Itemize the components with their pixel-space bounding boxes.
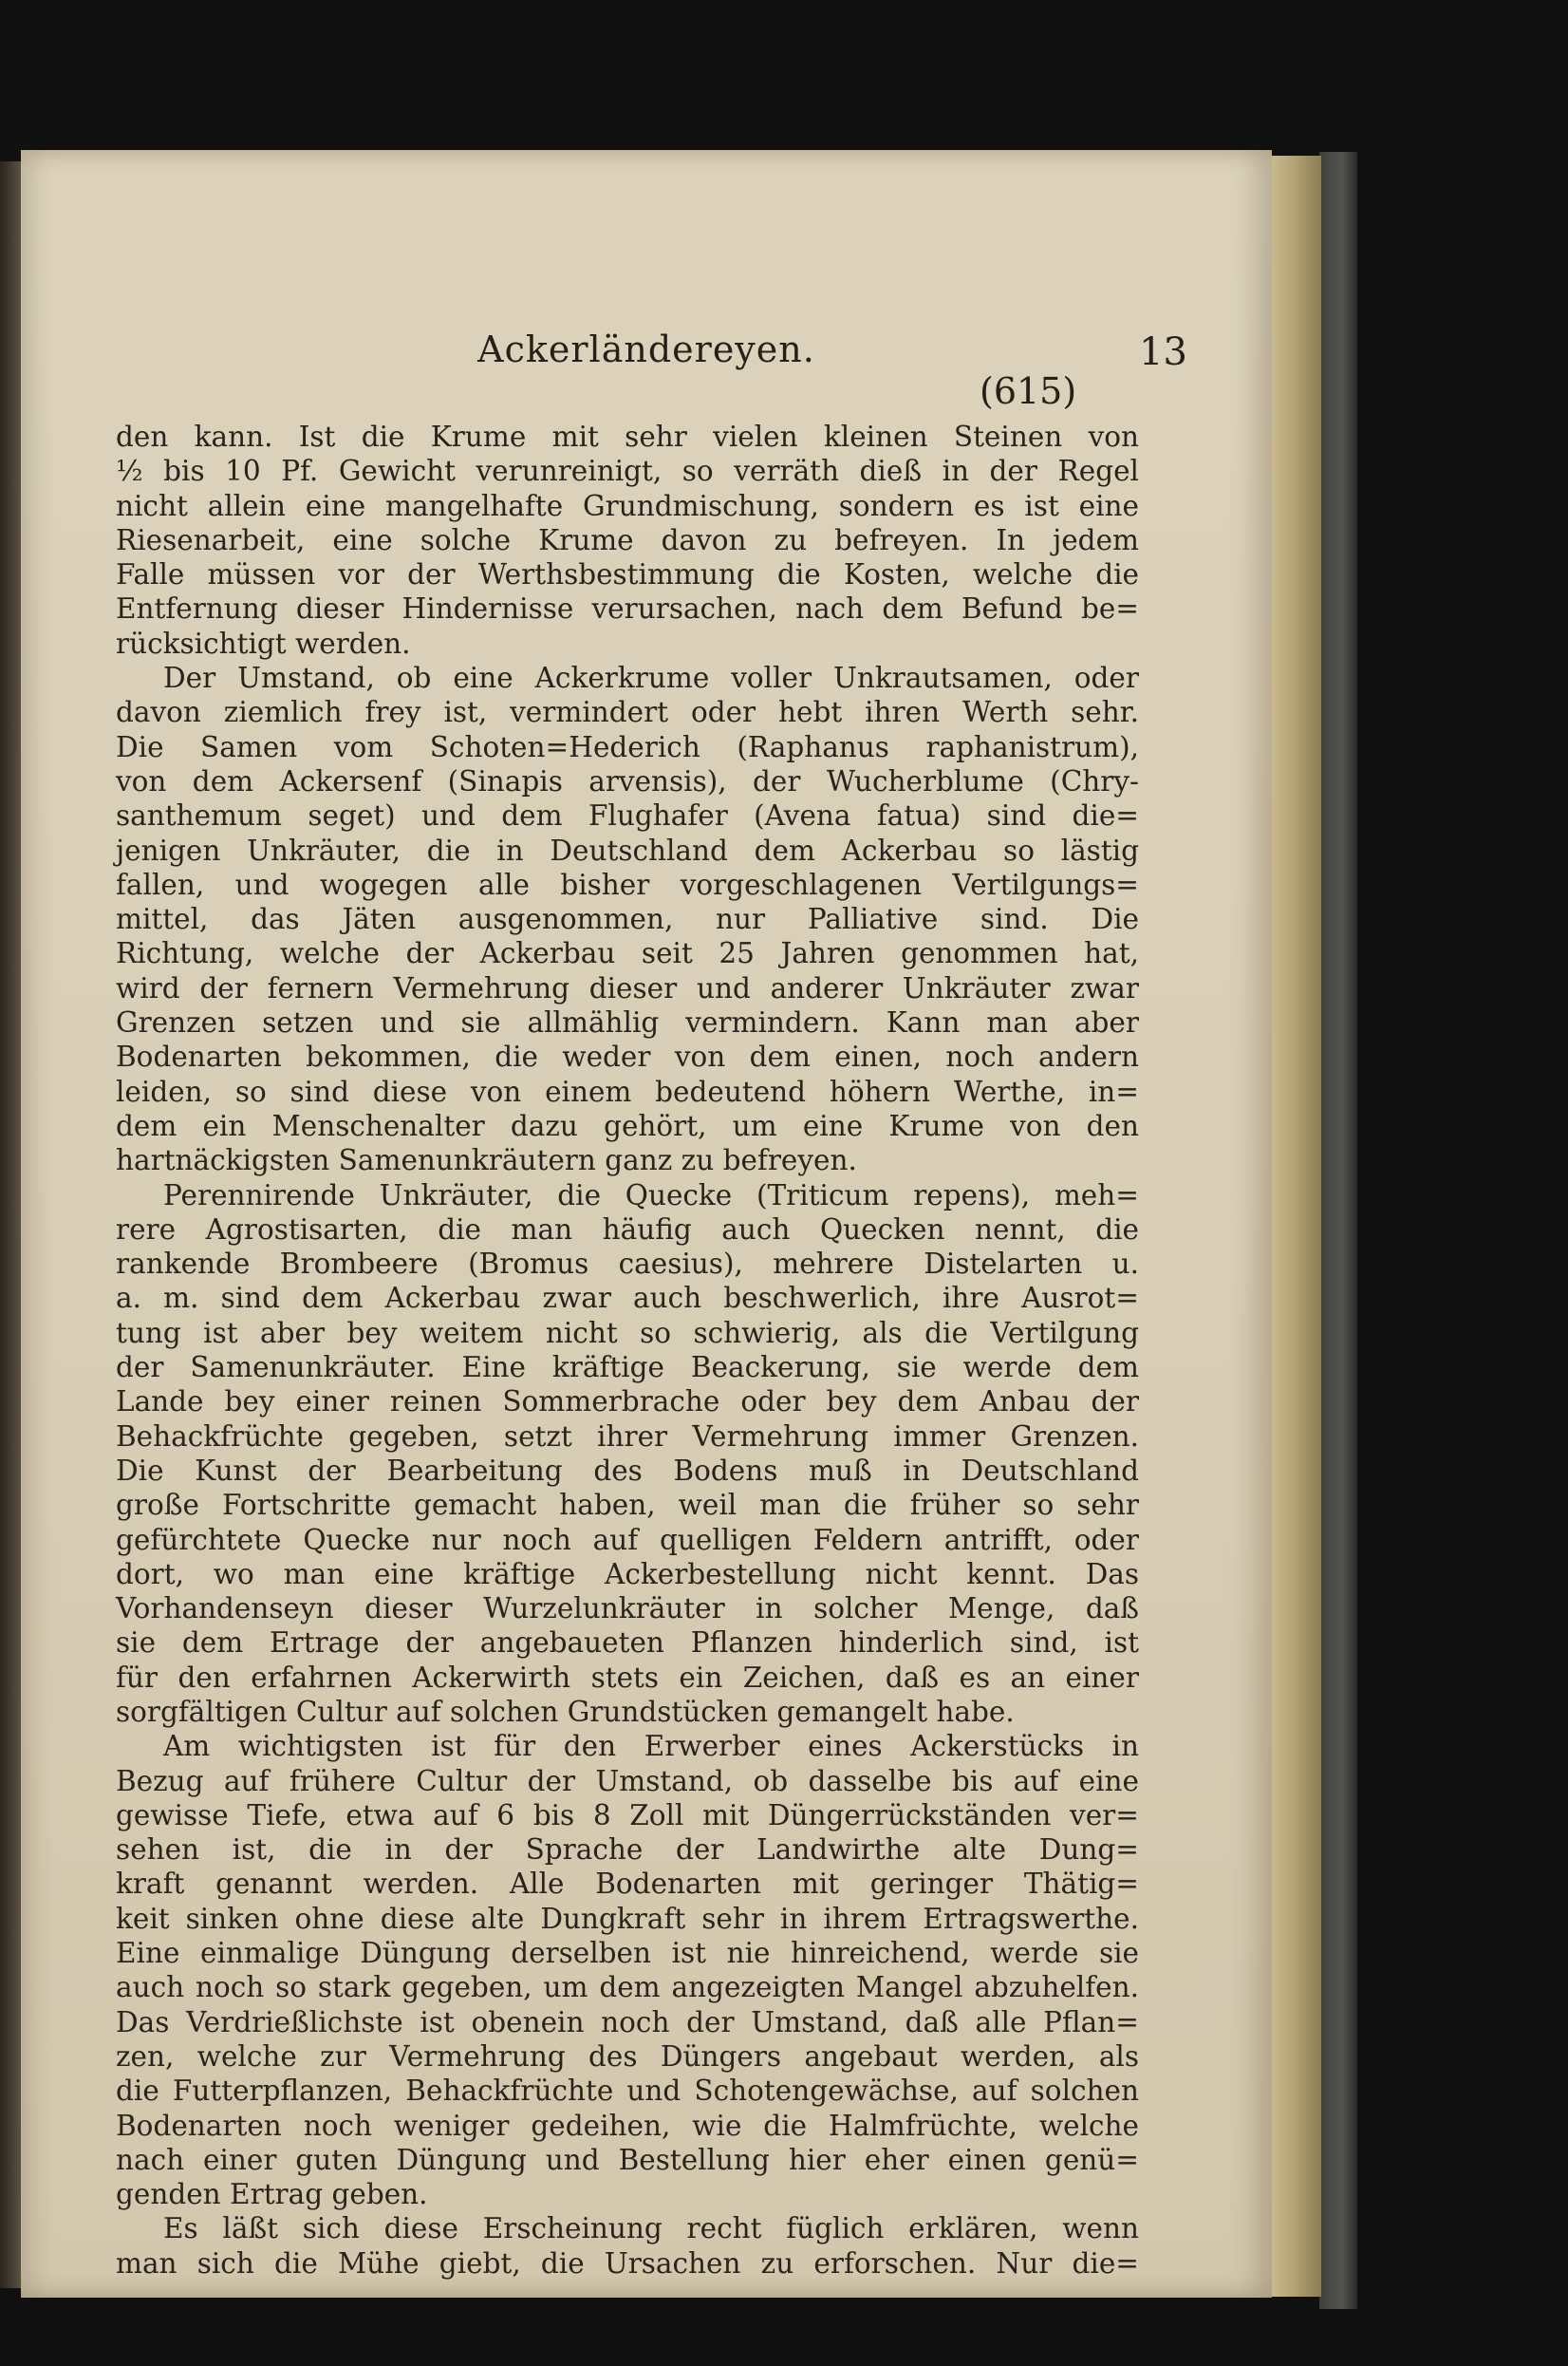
text-line: ½ bis 10 Pf. Gewicht verunreinigt, so verräth dieß in der Regel xyxy=(116,455,1139,488)
text-line: rankende Brombeere (Bromus caesius), mehrere Distelarten u. xyxy=(116,1248,1139,1281)
text-line: große Fortschritte gemacht haben, weil man die früher so sehr xyxy=(116,1489,1139,1522)
page-number: 13 xyxy=(1139,330,1187,374)
text-line: sorgfältigen Cultur auf solchen Grundstücken gemangelt habe. xyxy=(116,1695,1015,1728)
text-line: fallen, und wogegen alle bisher vorgeschlagenen Vertilgungs= xyxy=(116,868,1139,901)
text-line: Am wichtigsten ist für den Erwerber eines Ackerstücks in xyxy=(163,1730,1139,1763)
text-line: davon ziemlich frey ist, vermindert oder hebt ihren Werth sehr. xyxy=(116,696,1139,729)
text-line: auch noch so stark gegeben, um dem angezeigten Mangel abzuhelfen. xyxy=(116,1971,1139,2004)
text-line: rücksichtigt werden. xyxy=(116,627,411,660)
text-line: Richtung, welche der Ackerbau seit 25 Jahren genommen hat, xyxy=(116,937,1139,970)
book-page xyxy=(21,150,1272,2298)
text-line: die Futterpflanzen, Behackfrüchte und Schotengewächse, auf solchen xyxy=(116,2075,1139,2108)
text-line: santhemum seget) und dem Flughafer (Avena fatua) sind die= xyxy=(116,799,1139,833)
text-line: Das Verdrießlichste ist obenein noch der Umstand, daß alle Pflan= xyxy=(116,2005,1139,2038)
text-line: gefürchtete Quecke nur noch auf quelligen Feldern antrifft, oder xyxy=(116,1523,1139,1556)
text-line: jenigen Unkräuter, die in Deutschland dem Ackerbau so lästig xyxy=(116,834,1139,867)
text-line: sehen ist, die in der Sprache der Landwirthe alte Dung= xyxy=(116,1833,1139,1867)
text-line: man sich die Mühe giebt, die Ursachen zu erforschen. Nur die= xyxy=(116,2246,1139,2280)
text-line: keit sinken ohne diese alte Dungkraft sehr in ihrem Ertragswerthe. xyxy=(116,1902,1139,1935)
text-line: Behackfrüchte gegeben, setzt ihrer Vermehrung immer Grenzen. xyxy=(116,1419,1139,1453)
text-line: zen, welche zur Vermehrung des Düngers angebaut werden, als xyxy=(116,2039,1139,2073)
text-line: von dem Ackersenf (Sinapis arvensis), der Wucherblume (Chry- xyxy=(116,764,1139,798)
text-line: rere Agrostisarten, die man häufig auch Quecken nennt, die xyxy=(116,1212,1139,1246)
text-line: Lande bey einer reinen Sommerbrache oder bey dem Anbau der xyxy=(116,1385,1139,1418)
text-line: hartnäckigsten Samenunkräutern ganz zu befreyen. xyxy=(116,1144,857,1177)
text-line: Bodenarten noch weniger gedeihen, wie die Halmfrüchte, welche xyxy=(116,2109,1139,2142)
running-head: Ackerländereyen. xyxy=(477,329,815,370)
text-line: a. m. sind dem Ackerbau zwar auch beschwerlich, ihre Ausrot= xyxy=(116,1282,1139,1315)
text-line: tung ist aber bey weitem nicht so schwierig, als die Vertilgung xyxy=(116,1316,1139,1349)
text-line: Eine einmalige Düngung derselben ist nie hinreichend, werde sie xyxy=(116,1937,1139,1970)
text-line: wird der fernern Vermehrung dieser und anderer Unkräuter zwar xyxy=(116,971,1139,1005)
text-line: nicht allein eine mangelhafte Grundmischung, sondern es ist eine xyxy=(116,489,1139,522)
text-line: kraft genannt werden. Alle Bodenarten mit geringer Thätig= xyxy=(116,1868,1139,1901)
text-line: für den erfahrnen Ackerwirth stets ein Zeichen, daß es an einer xyxy=(116,1661,1139,1694)
text-line: Bodenarten bekommen, die weder von dem einen, noch andern xyxy=(116,1041,1139,1074)
text-line: Entfernung dieser Hindernisse verursachen, nach dem Befund be= xyxy=(116,592,1139,626)
text-line: gewisse Tiefe, etwa auf 6 bis 8 Zoll mit Düngerrückständen ver= xyxy=(116,1798,1139,1831)
page-stack-edge xyxy=(1266,156,1321,2297)
text-line: Falle müssen vor der Werthsbestimmung die Kosten, welche die xyxy=(116,558,1139,592)
text-line: Perennirende Unkräuter, die Quecke (Triticum repens), meh= xyxy=(163,1178,1139,1211)
text-line: Es läßt sich diese Erscheinung recht füglich erklären, wenn xyxy=(163,2212,1139,2245)
book-cover-edge xyxy=(1319,152,1357,2309)
text-line: Der Umstand, ob eine Ackerkrume voller Unkrautsamen, oder xyxy=(163,662,1139,695)
text-line: genden Ertrag geben. xyxy=(116,2178,428,2211)
text-line: dem ein Menschenalter dazu gehört, um eine Krume von den xyxy=(116,1109,1139,1142)
text-line: Die Samen vom Schoten=Hederich (Raphanus raphanistrum), xyxy=(116,730,1139,763)
text-line: Vorhandenseyn dieser Wurzelunkräuter in solcher Menge, daß xyxy=(116,1592,1139,1625)
text-line: sie dem Ertrage der angebaueten Pflanzen hinderlich sind, ist xyxy=(116,1626,1139,1660)
text-line: mittel, das Jäten ausgenommen, nur Palliative sind. Die xyxy=(116,903,1139,936)
page-code: (615) xyxy=(980,370,1077,412)
text-line: Die Kunst der Bearbeitung des Bodens muß in Deutschland xyxy=(116,1454,1139,1487)
text-line: nach einer guten Düngung und Bestellung hier eher einen genü= xyxy=(116,2143,1139,2176)
text-line: Bezug auf frühere Cultur der Umstand, ob dasselbe bis auf eine xyxy=(116,1764,1139,1797)
text-line: den kann. Ist die Krume mit sehr vielen kleinen Steinen von xyxy=(116,421,1139,453)
text-line: dort, wo man eine kräftige Ackerbestellung nicht kennt. Das xyxy=(116,1557,1139,1590)
text-line: Grenzen setzen und sie allmählig vermindern. Kann man aber xyxy=(116,1006,1139,1040)
text-line: der Samenunkräuter. Eine kräftige Beackerung, sie werde dem xyxy=(116,1351,1139,1384)
text-line: Riesenarbeit, eine solche Krume davon zu befreyen. In jedem xyxy=(116,523,1139,556)
text-line: leiden, so sind diese von einem bedeutend höhern Werthe, in= xyxy=(116,1075,1139,1108)
body-text xyxy=(116,420,1139,2281)
